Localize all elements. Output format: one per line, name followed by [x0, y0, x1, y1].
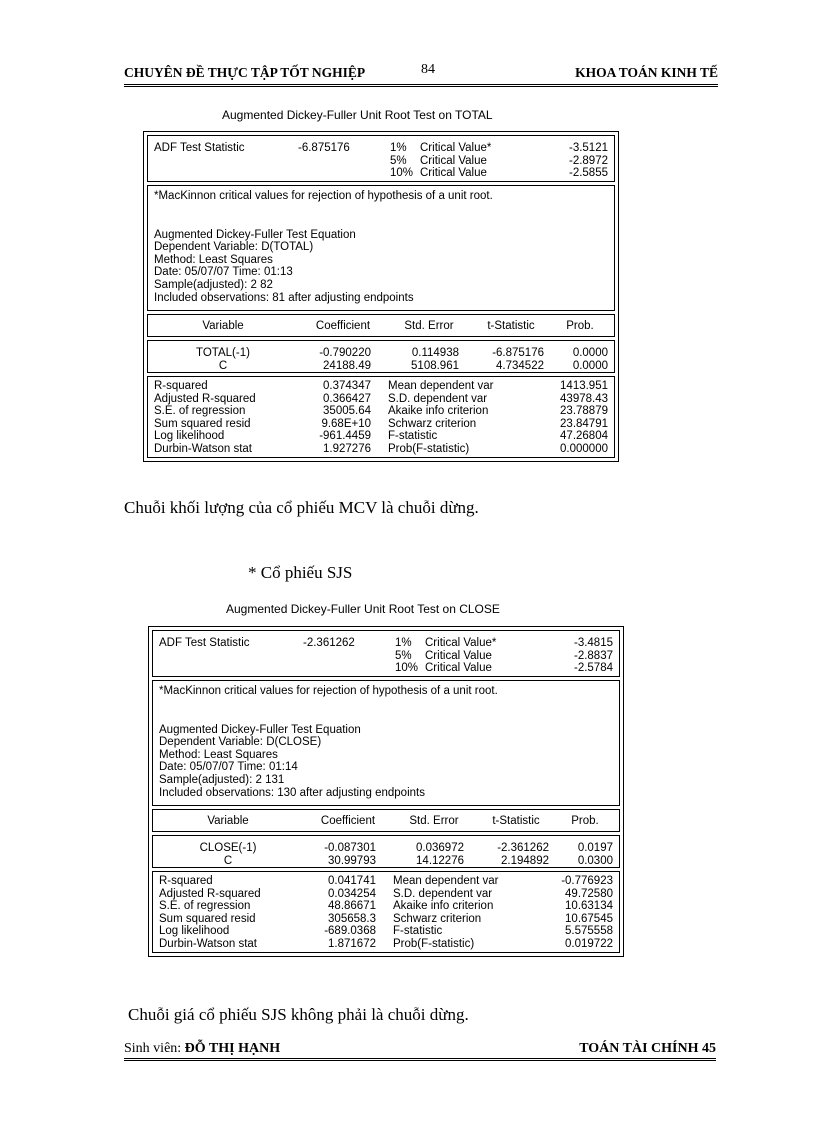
dependent-variable: Dependent Variable: D(CLOSE)	[159, 736, 322, 749]
footer-student	[124, 1041, 280, 1057]
test-equation-block	[152, 680, 620, 806]
crit-level: 1%	[395, 637, 412, 649]
col-header: t-Statistic	[487, 320, 535, 332]
stats-row	[153, 875, 619, 888]
stat-value: 0.366427	[323, 392, 371, 405]
page-number: 84	[421, 62, 435, 77]
crit-label: Critical Value	[425, 662, 492, 675]
stat-label: Mean dependent var	[393, 875, 499, 887]
stat-label: Durbin-Watson stat	[159, 937, 257, 950]
test-equation-block	[147, 185, 615, 311]
stat-value: 47.26804	[560, 430, 608, 443]
mackinnon-note: *MacKinnon critical values for rejection of hypothesis of a unit root.	[159, 685, 498, 697]
adf-statistic-block	[152, 630, 620, 677]
equation-title: Augmented Dickey-Fuller Test Equation	[159, 723, 361, 736]
page-footer	[124, 1041, 716, 1061]
crit-label: Critical Value	[425, 649, 492, 662]
adf-output-close	[148, 626, 624, 957]
stats-row	[148, 430, 614, 443]
method: Method: Least Squares	[154, 253, 273, 266]
page-header	[124, 62, 718, 87]
stat-label: R-squared	[154, 380, 208, 392]
stat-label: Sum squared resid	[159, 912, 256, 925]
adf-value: -6.875176	[298, 142, 350, 154]
cell: TOTAL(-1)	[196, 347, 250, 359]
stat-value: -961.4459	[319, 430, 371, 443]
cell: 24188.49	[323, 359, 371, 372]
stat-value: 5.575558	[565, 925, 613, 938]
cell: 30.99793	[328, 854, 376, 867]
adf-value: -2.361262	[303, 637, 355, 649]
header-title: CHUYÊN ĐỀ THỰC TẬP TỐT NGHIỆP	[124, 65, 366, 80]
stats-row	[148, 443, 614, 456]
adf-label: ADF Test Statistic	[159, 637, 250, 649]
table-row	[153, 855, 619, 868]
stats-row	[148, 405, 614, 418]
stats-row	[148, 380, 614, 393]
col-header: Coefficient	[315, 320, 371, 332]
crit-level: 10%	[395, 662, 419, 675]
cell: 0.0000	[572, 359, 608, 372]
stat-label: S.D. dependent var	[388, 392, 488, 405]
stat-value: 0.034254	[328, 887, 376, 900]
coef-header-row	[152, 809, 620, 832]
cell: 14.12276	[416, 854, 464, 867]
crit-value: -3.4815	[573, 637, 613, 649]
stat-value: 23.78879	[560, 405, 608, 418]
stat-label: Akaike info criterion	[388, 405, 489, 418]
stat-value: 48.86671	[328, 900, 376, 913]
stat-value: -0.776923	[561, 875, 613, 887]
stat-value: 305658.3	[328, 912, 376, 925]
date-time: Date: 05/07/07 Time: 01:13	[154, 266, 293, 279]
coef-table	[152, 835, 620, 868]
stat-value: 49.72580	[565, 887, 613, 900]
cell: 5108.961	[411, 359, 459, 372]
crit-level: 5%	[395, 649, 412, 662]
mackinnon-note: *MacKinnon critical values for rejection of hypothesis of a unit root.	[154, 190, 493, 202]
test-caption: Augmented Dickey-Fuller Unit Root Test on CLOSE	[226, 602, 500, 616]
coef-table	[147, 340, 615, 373]
crit-value: -2.8837	[573, 649, 613, 662]
cell: -6.875176	[492, 347, 544, 359]
cell: C	[218, 359, 228, 372]
stat-value: 43978.43	[560, 392, 608, 405]
cell: C	[223, 854, 233, 867]
observations: Included observations: 130 after adjusting endpoints	[159, 786, 425, 799]
stats-row	[153, 938, 619, 951]
student-name: ĐỖ THỊ HẠNH	[184, 1041, 281, 1056]
stat-label: S.D. dependent var	[393, 887, 493, 900]
stats-row	[153, 900, 619, 913]
stat-label: S.E. of regression	[154, 405, 246, 418]
col-header: Std. Error	[409, 815, 459, 827]
conclusion-mcv: Chuỗi khối lượng của cổ phiếu MCV là chuỗi dừng.	[124, 498, 479, 517]
stats-row	[148, 418, 614, 431]
stat-value: 0.000000	[560, 442, 608, 455]
stat-value: 23.84791	[560, 417, 608, 430]
stat-label: Prob(F-statistic)	[388, 442, 470, 455]
cell: 0.0300	[577, 854, 613, 867]
footer-class: TOÁN TÀI CHÍNH 45	[579, 1041, 716, 1056]
crit-value: -2.5784	[573, 662, 613, 675]
cell: 0.0197	[577, 842, 613, 854]
stat-label: Sum squared resid	[154, 417, 251, 430]
stat-value: 9.68E+10	[321, 417, 371, 430]
cell: 4.734522	[496, 359, 544, 372]
conclusion-sjs: Chuỗi giá cổ phiếu SJS không phải là chuỗi dừng.	[128, 1005, 469, 1024]
cell: 2.194892	[501, 854, 549, 867]
crit-level: 5%	[390, 154, 407, 167]
col-header: Coefficient	[320, 815, 376, 827]
stat-value: 0.019722	[565, 937, 613, 950]
stats-row	[148, 393, 614, 406]
crit-value: -2.5855	[568, 167, 608, 180]
sample: Sample(adjusted): 2 131	[159, 773, 285, 786]
stat-value: 10.63134	[565, 900, 613, 913]
regression-stats	[152, 871, 620, 953]
crit-label: Critical Value*	[420, 142, 492, 154]
test-caption: Augmented Dickey-Fuller Unit Root Test on TOTAL	[222, 108, 493, 122]
col-header: Variable	[202, 320, 244, 332]
crit-level: 10%	[390, 167, 414, 180]
stat-label: Adjusted R-squared	[154, 392, 256, 405]
crit-label: Critical Value	[420, 167, 487, 180]
stat-value: 1413.951	[560, 380, 608, 392]
stat-value: 1.871672	[328, 937, 376, 950]
stat-label: Adjusted R-squared	[159, 887, 261, 900]
stat-label: Prob(F-statistic)	[393, 937, 475, 950]
adf-statistic-block	[147, 135, 615, 182]
col-header: Prob.	[566, 320, 594, 332]
stat-label: Log likelihood	[159, 925, 230, 938]
col-header: Std. Error	[404, 320, 454, 332]
col-header: t-Statistic	[492, 815, 540, 827]
stat-label: Akaike info criterion	[393, 900, 494, 913]
observations: Included observations: 81 after adjusting endpoints	[154, 291, 414, 304]
stat-label: Schwarz criterion	[388, 417, 477, 430]
stat-value: 1.927276	[323, 442, 371, 455]
stat-label: Durbin-Watson stat	[154, 442, 252, 455]
cell: -0.087301	[324, 842, 376, 854]
stat-label: S.E. of regression	[159, 900, 251, 913]
coef-header-row	[147, 314, 615, 337]
stat-label: F-statistic	[393, 925, 443, 938]
crit-label: Critical Value*	[425, 637, 497, 649]
method: Method: Least Squares	[159, 748, 278, 761]
stat-label: Schwarz criterion	[393, 912, 482, 925]
stat-label: R-squared	[159, 875, 213, 887]
stats-row	[153, 925, 619, 938]
stat-label: Mean dependent var	[388, 380, 494, 392]
adf-label: ADF Test Statistic	[154, 142, 245, 154]
crit-label: Critical Value	[420, 154, 487, 167]
cell: -0.790220	[319, 347, 371, 359]
adf-output-total	[143, 131, 619, 462]
date-time: Date: 05/07/07 Time: 01:14	[159, 761, 298, 774]
stat-value: 0.374347	[323, 380, 371, 392]
equation-title: Augmented Dickey-Fuller Test Equation	[154, 228, 356, 241]
stat-label: F-statistic	[388, 430, 438, 443]
table-row	[153, 842, 619, 855]
stats-row	[153, 913, 619, 926]
header-department: KHOA TOÁN KINH TẾ	[575, 65, 718, 80]
dependent-variable: Dependent Variable: D(TOTAL)	[154, 241, 314, 254]
student-label: Sinh viên:	[124, 1041, 182, 1056]
stats-row	[153, 888, 619, 901]
section-heading-sjs: * Cổ phiếu SJS	[248, 563, 353, 582]
crit-value: -2.8972	[568, 154, 608, 167]
cell: 0.036972	[416, 842, 464, 854]
cell: 0.0000	[572, 347, 608, 359]
sample: Sample(adjusted): 2 82	[154, 278, 273, 291]
table-row	[148, 360, 614, 373]
regression-stats	[147, 376, 615, 458]
cell: 0.114938	[411, 347, 459, 359]
col-header: Variable	[207, 815, 249, 827]
cell: -2.361262	[497, 842, 549, 854]
stat-value: 10.67545	[565, 912, 613, 925]
stat-value: 35005.64	[323, 405, 371, 418]
cell: CLOSE(-1)	[199, 842, 257, 854]
crit-value: -3.5121	[568, 142, 608, 154]
stat-value: 0.041741	[328, 875, 376, 887]
stat-value: -689.0368	[324, 925, 376, 938]
col-header: Prob.	[571, 815, 599, 827]
crit-level: 1%	[390, 142, 407, 154]
table-row	[148, 347, 614, 360]
stat-label: Log likelihood	[154, 430, 225, 443]
